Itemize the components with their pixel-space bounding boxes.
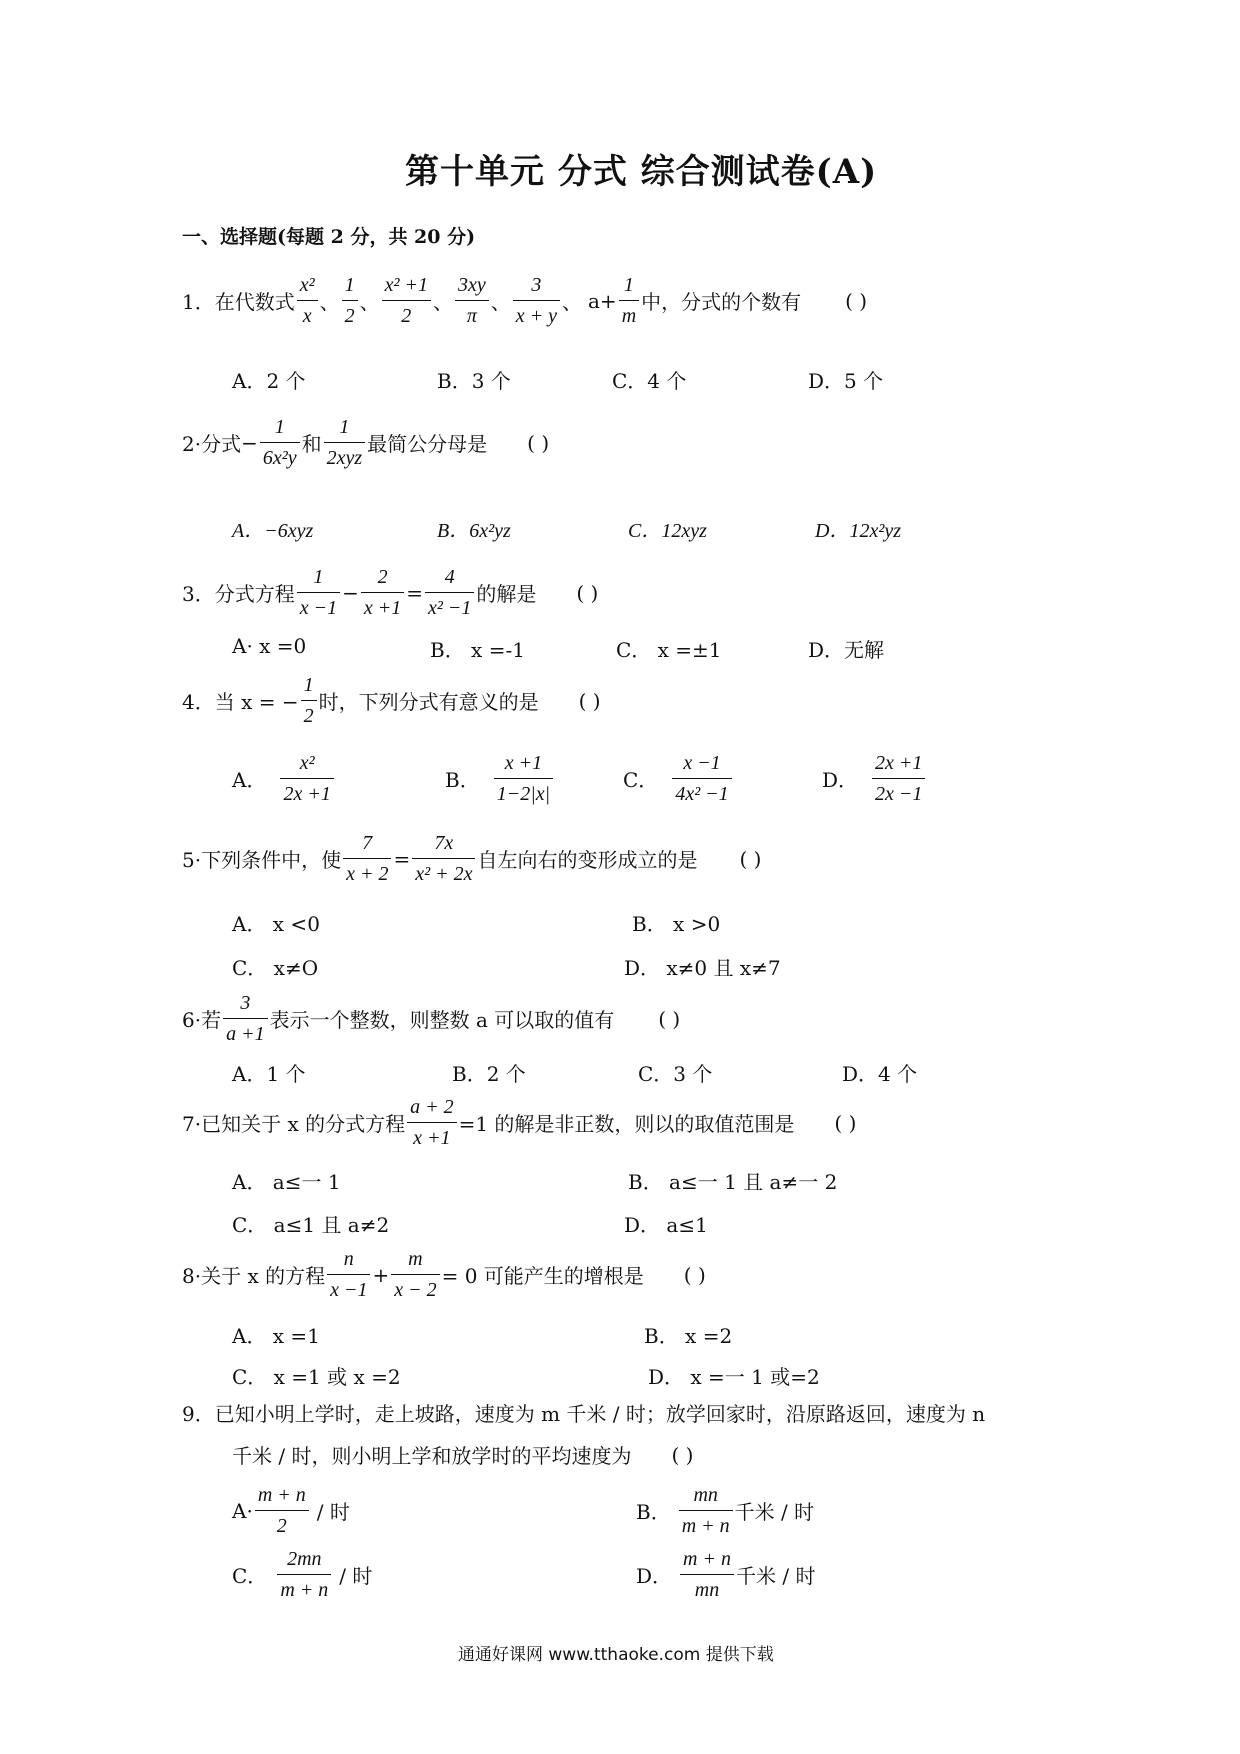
fraction: $\frac{x -1}{\text{4x² −1}}$ bbox=[672, 750, 731, 807]
fraction: $\frac{7x}{\text{x² + 2x}}$ bbox=[412, 830, 475, 887]
fraction: $\frac{2mn}{m + n}$ bbox=[277, 1546, 331, 1603]
option-c: C．4 个 bbox=[612, 369, 687, 393]
fraction: $\frac{m + n}{2}$ bbox=[255, 1482, 309, 1539]
answer-blank: ( ) bbox=[845, 288, 868, 313]
option-b: B．6x²yz bbox=[437, 520, 511, 542]
answer-blank: ( ) bbox=[834, 1110, 857, 1135]
question-3 bbox=[182, 564, 598, 621]
unit-text: 千米 / 时 bbox=[734, 1500, 815, 1524]
question-5-tail: 自左向右的变形成立的是 bbox=[477, 848, 698, 872]
footer-source: 通通好课网 www.tthaoke.com 提供下载 bbox=[458, 1645, 774, 1665]
option-c: C． x≠O bbox=[232, 956, 319, 980]
option-label: C． bbox=[623, 768, 659, 792]
option-d: D． x =一 1 或=2 bbox=[648, 1365, 820, 1389]
fraction: $\frac{4}{\text{x² −1}}$ bbox=[425, 564, 474, 621]
fraction: $\frac{1}{2}$ bbox=[342, 272, 358, 329]
answer-blank: ( ) bbox=[683, 1262, 706, 1287]
option-d: D．4 个 bbox=[842, 1062, 918, 1086]
fraction: $\frac{n}{x -1}$ bbox=[327, 1246, 370, 1303]
question-6-lead: 6·若 bbox=[182, 1008, 222, 1032]
option-c: C． x =±1 bbox=[616, 638, 722, 662]
option-a bbox=[232, 750, 336, 807]
unit-text: / 时 bbox=[316, 1500, 350, 1524]
fraction: $\frac{x +1}{1-2|x|}$ bbox=[494, 750, 553, 807]
option-b: B． x =-1 bbox=[430, 638, 525, 662]
answer-blank: ( ) bbox=[739, 846, 762, 871]
question-4 bbox=[182, 672, 601, 729]
unit-text: / 时 bbox=[339, 1564, 373, 1588]
question-7 bbox=[182, 1094, 856, 1151]
question-4-lead: 4．当 x = − bbox=[182, 690, 299, 714]
fraction: $\frac{1}{m}$ bbox=[619, 272, 639, 329]
option-a: A．2 个 bbox=[232, 369, 306, 393]
answer-blank: ( ) bbox=[527, 430, 550, 455]
option-d: D．5 个 bbox=[808, 369, 884, 393]
unit-text: 千米 / 时 bbox=[736, 1564, 816, 1588]
question-8 bbox=[182, 1246, 706, 1303]
option-d: D． a≤1 bbox=[624, 1213, 708, 1237]
option-a bbox=[232, 1482, 350, 1539]
answer-blank: ( ) bbox=[576, 580, 599, 605]
fraction: $\frac{1}{2}$ bbox=[301, 672, 317, 729]
option-c bbox=[232, 1546, 372, 1603]
question-9-line-2 bbox=[232, 1440, 693, 1469]
option-c: C． a≤1 且 a≠2 bbox=[232, 1213, 390, 1237]
fraction: $\frac{mn}{m + n}$ bbox=[679, 1482, 733, 1539]
minus-sign: − bbox=[241, 430, 258, 455]
option-b bbox=[636, 1482, 814, 1539]
question-5-lead: 5·下列条件中，使 bbox=[182, 848, 342, 872]
page-title: 第十单元 分式 综合测试卷(A) bbox=[405, 152, 878, 192]
option-c: C．3 个 bbox=[638, 1062, 713, 1086]
option-b: B． a≤一 1 且 a≠一 2 bbox=[628, 1170, 838, 1194]
question-1 bbox=[182, 272, 867, 329]
operator: + bbox=[372, 1262, 390, 1287]
answer-blank: ( ) bbox=[578, 688, 601, 713]
fraction: $\frac{3xy}{\pi}$ bbox=[455, 272, 489, 329]
option-b: B． x =2 bbox=[644, 1324, 733, 1348]
option-d bbox=[822, 750, 927, 807]
option-label: D． bbox=[822, 768, 859, 792]
option-b: B． x >0 bbox=[632, 912, 721, 936]
option-b bbox=[445, 750, 555, 807]
option-label: A· bbox=[232, 1498, 253, 1523]
question-7-tail: =1 的解是非正数，则以的取值范围是 bbox=[458, 1112, 795, 1136]
question-6 bbox=[182, 990, 680, 1047]
separator: 、 bbox=[319, 290, 340, 314]
question-8-lead: 8·关于 x 的方程 bbox=[182, 1264, 326, 1288]
question-1-tail: 中，分式的个数有 bbox=[641, 290, 802, 314]
option-c: C． x =1 或 x =2 bbox=[232, 1365, 401, 1389]
option-b: B．3 个 bbox=[437, 369, 511, 393]
option-a: A．−6xyz bbox=[232, 520, 314, 542]
equals-sign: = bbox=[406, 580, 424, 605]
question-9-tail: 千米 / 时，则小明上学和放学时的平均速度为 bbox=[232, 1444, 632, 1468]
question-2-lead: 2·分式 bbox=[182, 432, 242, 456]
fraction: $\frac{7}{x + 2}$ bbox=[343, 830, 391, 887]
question-3-tail: 的解是 bbox=[476, 582, 537, 606]
option-c bbox=[623, 750, 734, 807]
fraction: $\frac{1}{\text{2xyz}}$ bbox=[324, 414, 366, 471]
fraction: $\frac{\text{x²}}{x}$ bbox=[297, 272, 318, 329]
question-2-tail: 最简公分母是 bbox=[367, 432, 488, 456]
answer-blank: ( ) bbox=[671, 1442, 694, 1467]
section-heading: 一、选择题(每题 2 分，共 20 分) bbox=[182, 226, 476, 248]
option-label: B． bbox=[636, 1500, 671, 1524]
fraction: $\frac{3}{a +1}$ bbox=[223, 990, 268, 1047]
fraction: $\frac{3}{x + y}$ bbox=[513, 272, 560, 329]
question-1-lead: 1．在代数式 bbox=[182, 290, 295, 314]
option-a: A．1 个 bbox=[232, 1062, 306, 1086]
fraction: $\frac{m + n}{mn}$ bbox=[680, 1546, 734, 1603]
fraction: $\frac{\text{x² +1}}{2}$ bbox=[382, 272, 431, 329]
fraction: $\frac{a + 2}{x +1}$ bbox=[407, 1094, 457, 1151]
option-b: B．2 个 bbox=[452, 1062, 526, 1086]
expression-text: a+ bbox=[588, 288, 617, 313]
fraction: $\frac{1}{x -1}$ bbox=[297, 564, 340, 621]
separator: 、 bbox=[432, 290, 453, 314]
fraction: $\frac{m}{x - 2}$ bbox=[391, 1246, 439, 1303]
question-5 bbox=[182, 830, 761, 887]
option-c: C．12xyz bbox=[628, 520, 707, 542]
fraction: $\frac{\text{x²}}{2x +1}$ bbox=[280, 750, 333, 807]
fraction: $\frac{2x +1}{2x -1}$ bbox=[872, 750, 925, 807]
option-d: D．无解 bbox=[808, 638, 885, 662]
question-4-tail: 时，下列分式有意义的是 bbox=[318, 690, 539, 714]
option-label: A． bbox=[232, 768, 267, 792]
question-9-line-1: 9．已知小明上学时，走上坡路，速度为 m 千米 / 时；放学回家时，沿原路返回，速度为 n bbox=[182, 1402, 986, 1426]
option-d: D．12x²yz bbox=[815, 520, 901, 542]
option-a: A． x =1 bbox=[232, 1324, 320, 1348]
option-label: D． bbox=[636, 1564, 673, 1588]
separator: 、 bbox=[359, 290, 380, 314]
option-d: D． x≠0 且 x≠7 bbox=[624, 956, 781, 980]
question-6-tail: 表示一个整数，则整数 a 可以取的值有 bbox=[269, 1008, 615, 1032]
answer-blank: ( ) bbox=[658, 1006, 681, 1031]
question-8-tail: = 0 可能产生的增根是 bbox=[441, 1264, 644, 1288]
conjunction: 和 bbox=[301, 432, 322, 456]
fraction: $\frac{2}{x +1}$ bbox=[361, 564, 404, 621]
question-7-lead: 7·已知关于 x 的分式方程 bbox=[182, 1112, 406, 1136]
equals-sign: = bbox=[393, 846, 411, 871]
option-label: C． bbox=[232, 1564, 268, 1588]
option-label: B． bbox=[445, 768, 480, 792]
question-2 bbox=[182, 414, 549, 471]
operator: − bbox=[342, 580, 359, 605]
option-a: A· x =0 bbox=[232, 634, 307, 658]
separator: 、 bbox=[562, 290, 582, 314]
option-a: A． a≤一 1 bbox=[232, 1170, 341, 1194]
separator: 、 bbox=[490, 290, 511, 314]
fraction: $\frac{1}{\text{6x²y}}$ bbox=[260, 414, 300, 471]
option-d bbox=[636, 1546, 815, 1603]
question-3-lead: 3．分式方程 bbox=[182, 582, 295, 606]
option-a: A． x <0 bbox=[232, 912, 320, 936]
